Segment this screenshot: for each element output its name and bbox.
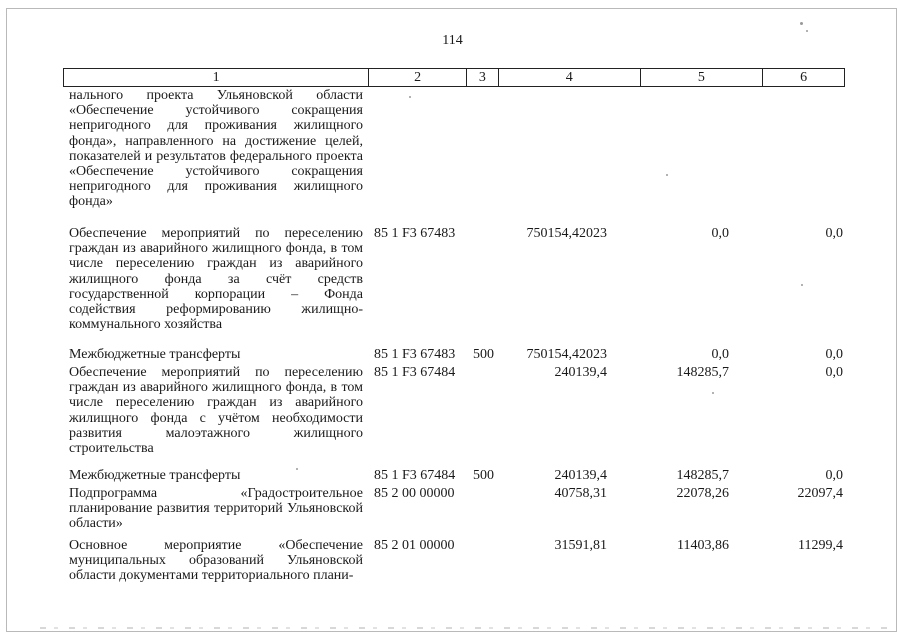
row-description: Обеспечение мероприятий по переселению граждан из аварийного жилищного фонда, в том числе переселению граждан из аварийного жилищного фонда с учётом необходимости развития малоэтажного жилищного строительства xyxy=(69,365,363,457)
row-code: 85 2 00 00000 xyxy=(374,486,455,501)
row-value-col5: 22078,26 xyxy=(676,486,729,501)
header-col-6: 6 xyxy=(800,70,808,85)
page-number: 114 xyxy=(442,33,463,48)
header-col-2: 2 xyxy=(369,69,467,86)
row-description: Обеспечение мероприятий по переселению граждан из аварийного жилищного фонда, в том числе переселению граждан из аварийного жилищного фонда за счёт средств государственной корпорации – Фонда содействия реформированию жилищно-коммунального хозяйства xyxy=(69,226,363,333)
row-description: Подпрограмма «Градостроительное планирование развития территорий Ульяновской области» xyxy=(69,486,363,532)
scan-speck xyxy=(409,96,411,98)
row-code: 85 1 F3 67483 xyxy=(374,226,456,241)
row-value-col5: 11403,86 xyxy=(677,538,729,553)
row-description: Межбюджетные трансферты xyxy=(69,347,241,362)
header-col-4: 4 xyxy=(499,69,641,86)
row-description: Основное мероприятие «Обеспечение муниципальных образований Ульяновской области документами территориального плани- xyxy=(69,538,363,584)
row-value-col5: 148285,7 xyxy=(676,468,729,483)
row-value-col4: 240139,4 xyxy=(554,468,607,483)
row-value-col4: 750154,42023 xyxy=(526,226,607,241)
row-value-col6: 0,0 xyxy=(825,347,843,362)
scan-speck xyxy=(801,284,803,286)
row-value-col6: 22097,4 xyxy=(797,486,843,501)
scan-speck xyxy=(800,22,803,25)
scan-speck xyxy=(296,468,298,470)
scan-speck xyxy=(712,392,714,394)
row-value-col6: 0,0 xyxy=(825,365,843,380)
row-description: Межбюджетные трансферты xyxy=(69,468,241,483)
scan-speck xyxy=(666,174,668,176)
row-value-col4: 240139,4 xyxy=(554,365,607,380)
row-code: 85 1 F3 67484 xyxy=(374,468,456,483)
header-col-5: 5 xyxy=(641,69,764,86)
row-expense-type: 500 xyxy=(473,347,494,362)
row-value-col6: 0,0 xyxy=(825,226,843,241)
header-col-1: 1 xyxy=(64,69,369,86)
row-value-col5: 148285,7 xyxy=(676,365,729,380)
scan-speck xyxy=(806,30,808,32)
row-code: 85 1 F3 67483 xyxy=(374,347,456,362)
row-value-col5: 0,0 xyxy=(711,347,729,362)
row-code: 85 2 01 00000 xyxy=(374,538,455,553)
row-value-col5: 0,0 xyxy=(711,226,729,241)
row-description: нального проекта Ульяновской области «Обеспечение устойчивого сокращения непригодного для проживания жилищного фонда», направленного на достижение целей, показателей и результатов федерального проекта «Обеспечение устойчивого сокращения непригодного для проживания жилищного фонда» xyxy=(69,88,363,210)
header-col-3: 3 xyxy=(467,69,499,86)
row-value-col4: 31591,81 xyxy=(554,538,607,553)
row-code: 85 1 F3 67484 xyxy=(374,365,456,380)
scan-artifact-line xyxy=(40,627,890,629)
row-expense-type: 500 xyxy=(473,468,494,483)
row-value-col4: 40758,31 xyxy=(554,486,607,501)
row-value-col6: 11299,4 xyxy=(798,538,843,553)
row-value-col6: 0,0 xyxy=(825,468,843,483)
table-header-row xyxy=(63,68,845,87)
row-value-col4: 750154,42023 xyxy=(526,347,607,362)
